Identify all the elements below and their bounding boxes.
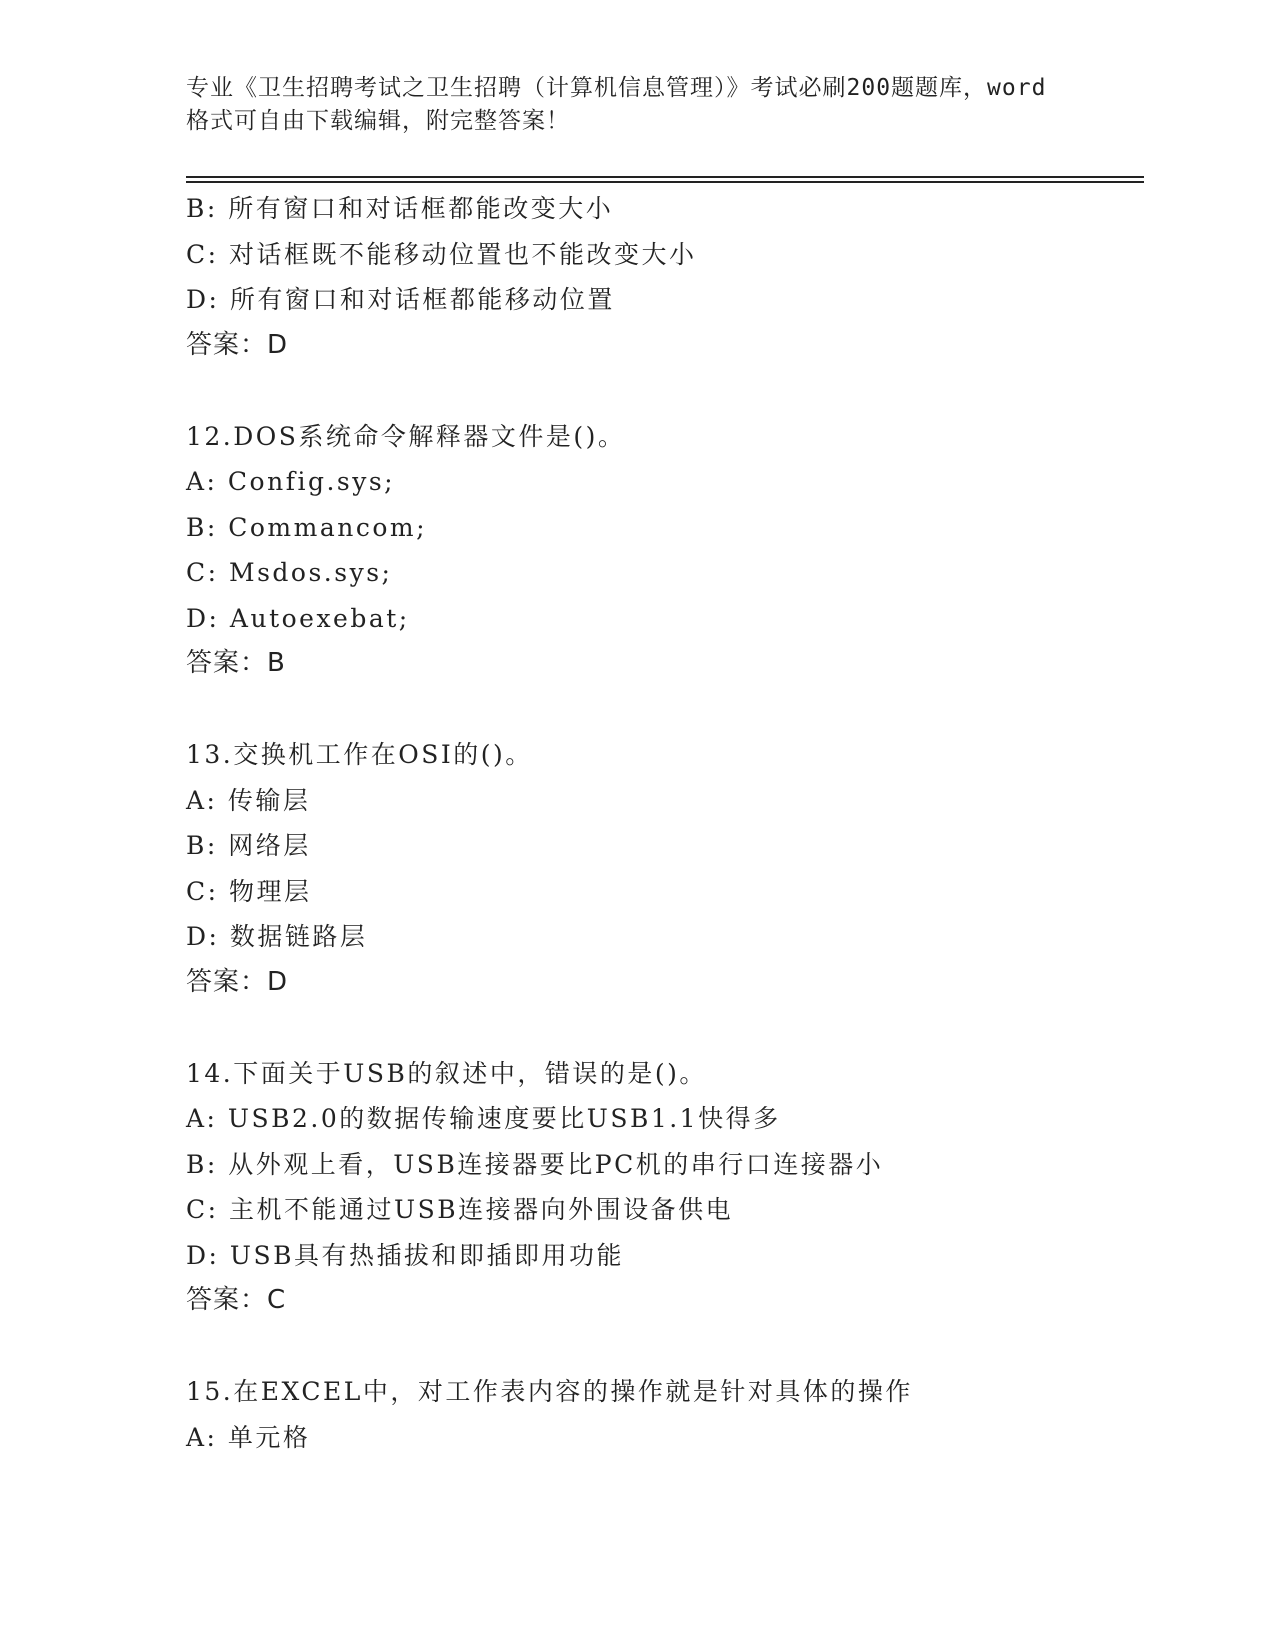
option-d: D: USB具有热插拔和即插即用功能 (186, 1240, 624, 1270)
question-14 (186, 1051, 1144, 1324)
option-b: B: 从外观上看，USB连接器要比PC机的串行口连接器小 (186, 1149, 884, 1179)
spacer (186, 1005, 1144, 1051)
header-line-1: 专业《卫生招聘考试之卫生招聘（计算机信息管理）》考试必刷200题题库，word (186, 75, 1047, 101)
option-b: B: 所有窗口和对话框都能改变大小 (186, 194, 614, 223)
answer-line: 答案：C (186, 1285, 287, 1315)
question-15 (186, 1369, 1144, 1460)
spacer (186, 687, 1144, 733)
option-d: D: 所有窗口和对话框都能移动位置 (186, 285, 615, 314)
answer-line: 答案：D (186, 966, 289, 997)
question-stem: 15.在EXCEL中，对工作表内容的操作就是针对具体的操作 (186, 1377, 913, 1406)
option-c: C: 主机不能通过USB连接器向外围设备供电 (186, 1195, 734, 1224)
header-divider-bottom (186, 181, 1144, 183)
document-header (186, 72, 1086, 138)
option-a: A: 单元格 (186, 1422, 311, 1452)
question-stem: 14.下面关于USB的叙述中，错误的是()。 (186, 1058, 707, 1088)
option-b: B: 网络层 (186, 831, 311, 860)
option-c: C: 对话框既不能移动位置也不能改变大小 (186, 239, 697, 269)
question-13 (186, 732, 1144, 1005)
question-list (186, 186, 1144, 1460)
option-a: A: 传输层 (186, 785, 311, 815)
answer-line: 答案：D (186, 329, 289, 360)
option-a: A: Config.sys; (186, 467, 396, 496)
option-c: C: Msdos.sys; (186, 558, 393, 587)
option-d: D: Autoexebat; (186, 603, 410, 633)
option-b: B: Commancom; (186, 512, 428, 542)
question-12 (186, 414, 1144, 687)
answer-line: 答案：B (186, 648, 286, 678)
question-stem: 12.DOS系统命令解释器文件是()。 (186, 421, 626, 451)
spacer (186, 1324, 1144, 1370)
option-d: D: 数据链路层 (186, 922, 368, 951)
header-line-2: 格式可自由下载编辑，附完整答案！ (186, 108, 570, 134)
header-divider-top (186, 176, 1144, 178)
question-stem: 13.交换机工作在OSI的()。 (186, 740, 533, 769)
question-11-continuation (186, 186, 1144, 368)
option-a: A: USB2.0的数据传输速度要比USB1.1快得多 (186, 1104, 781, 1133)
spacer (186, 368, 1144, 414)
option-c: C: 物理层 (186, 876, 312, 906)
